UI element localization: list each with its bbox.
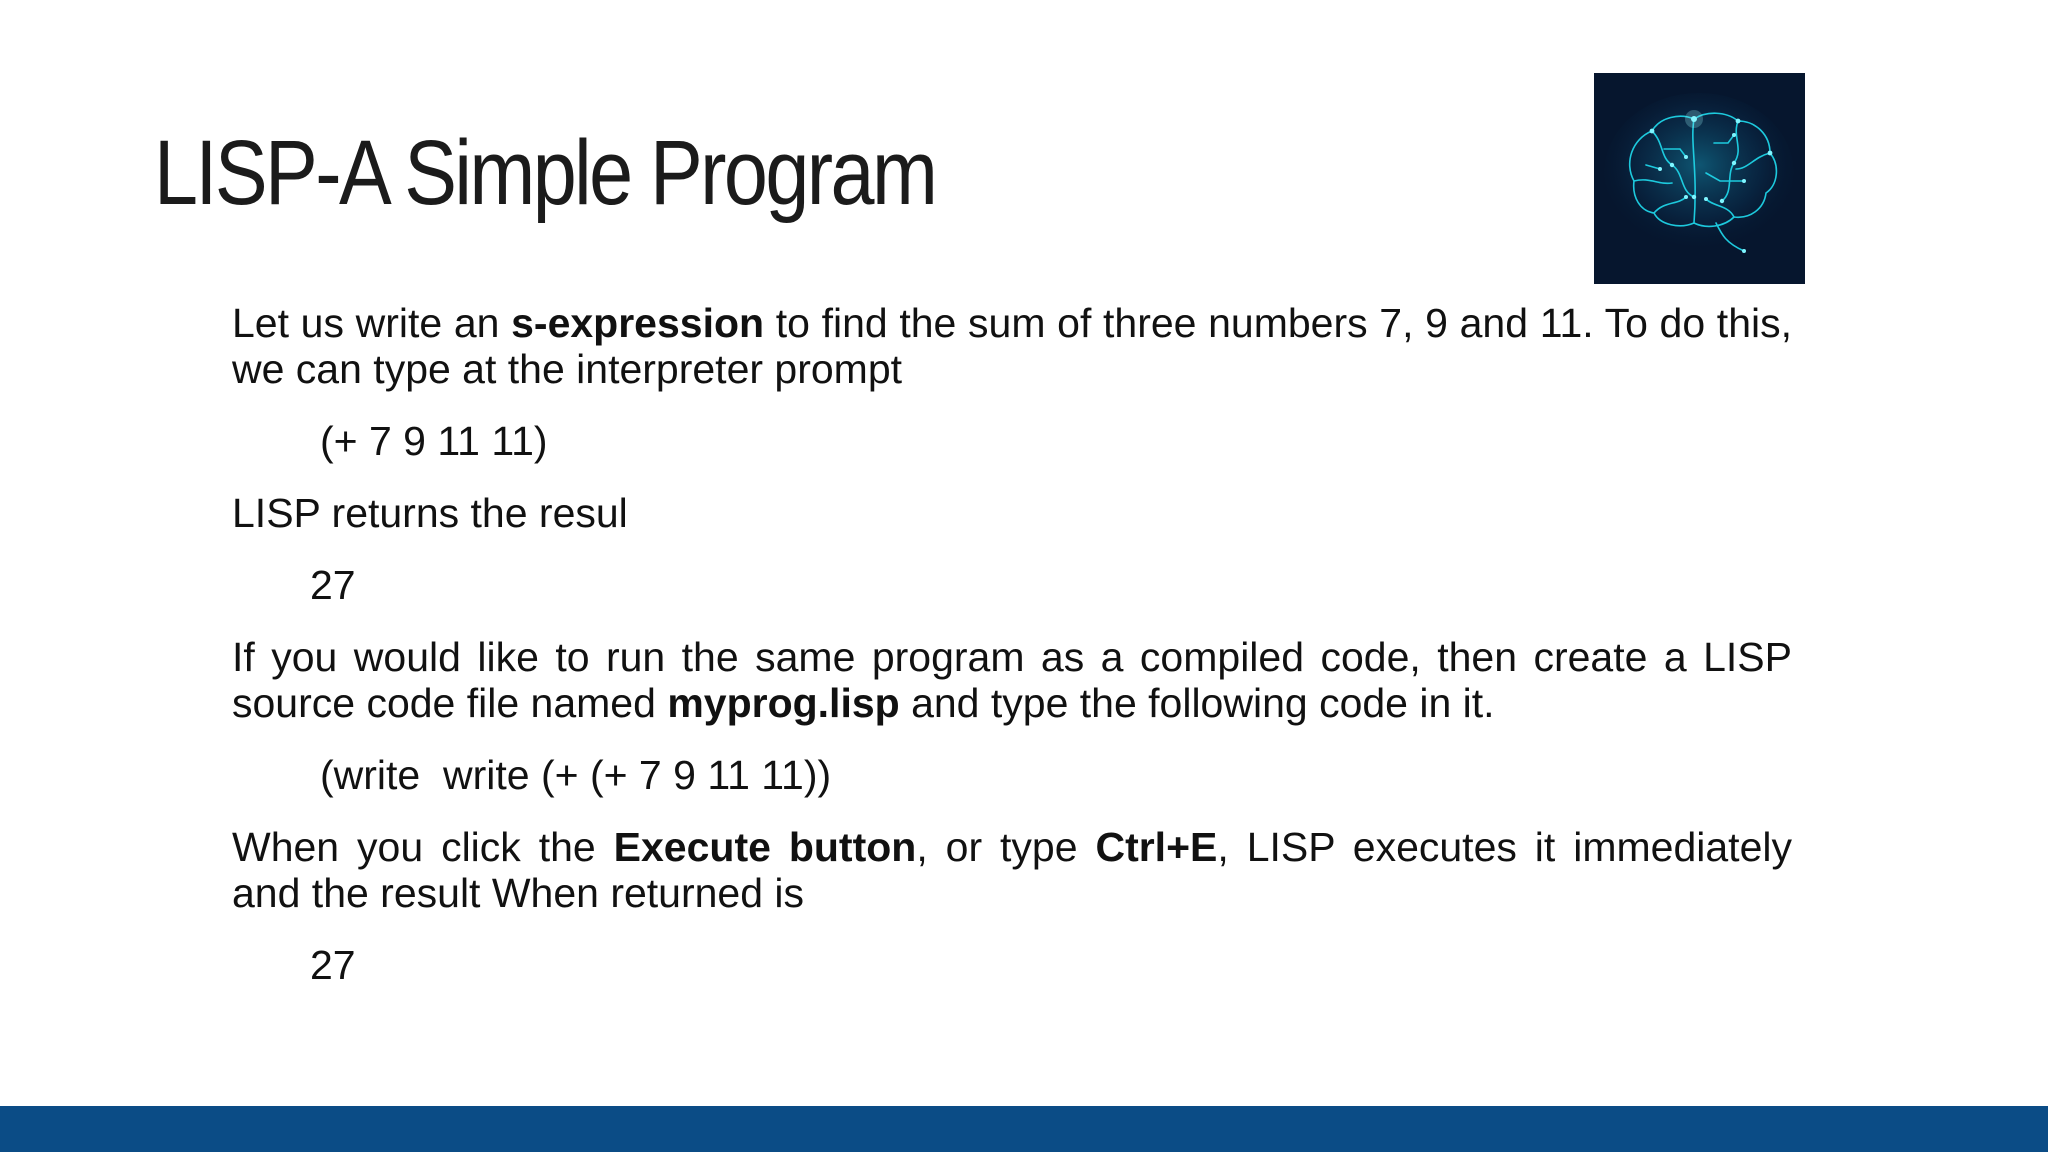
intro-text-2: to find the sum of three numbers 7, 9 and 11. To do this, we can type at the interpreter prompt bbox=[232, 300, 1792, 392]
intro-text-1: Let us write an bbox=[232, 300, 512, 346]
compile-text-2: and type the following code in it. bbox=[899, 680, 1495, 726]
brain-image bbox=[1594, 73, 1805, 284]
execute-text-1: When you click the bbox=[232, 824, 614, 870]
execute-button-term: Execute button bbox=[613, 824, 917, 870]
brain-circuit-icon bbox=[1594, 73, 1805, 284]
result-value-2: 27 bbox=[310, 942, 356, 988]
code-line-1: (+ 7 9 11 11) bbox=[320, 418, 548, 464]
execute-text-2: , or type bbox=[916, 824, 1096, 870]
code-line-2: (write write (+ (+ 7 9 11 11)) bbox=[320, 752, 832, 798]
slide-title: LISP-A Simple Program bbox=[154, 122, 936, 224]
intro-paragraph bbox=[232, 300, 1792, 392]
execute-paragraph bbox=[232, 824, 1792, 916]
result-value-1: 27 bbox=[310, 562, 356, 608]
footer-bar bbox=[0, 1106, 2048, 1152]
compile-text-1: If you would like to run the same program as a compiled code, then create a LISP source code file named bbox=[232, 634, 1792, 726]
returns-text: LISP returns the resul bbox=[232, 490, 628, 536]
filename-term: myprog.lisp bbox=[667, 680, 900, 726]
slide-body bbox=[232, 300, 1792, 1014]
execute-text-3: , LISP executes it immediately and the result When returned is bbox=[232, 824, 1792, 916]
compile-paragraph bbox=[232, 634, 1792, 726]
s-expression-term: s-expression bbox=[511, 300, 765, 346]
shortcut-term: Ctrl+E bbox=[1095, 824, 1218, 870]
